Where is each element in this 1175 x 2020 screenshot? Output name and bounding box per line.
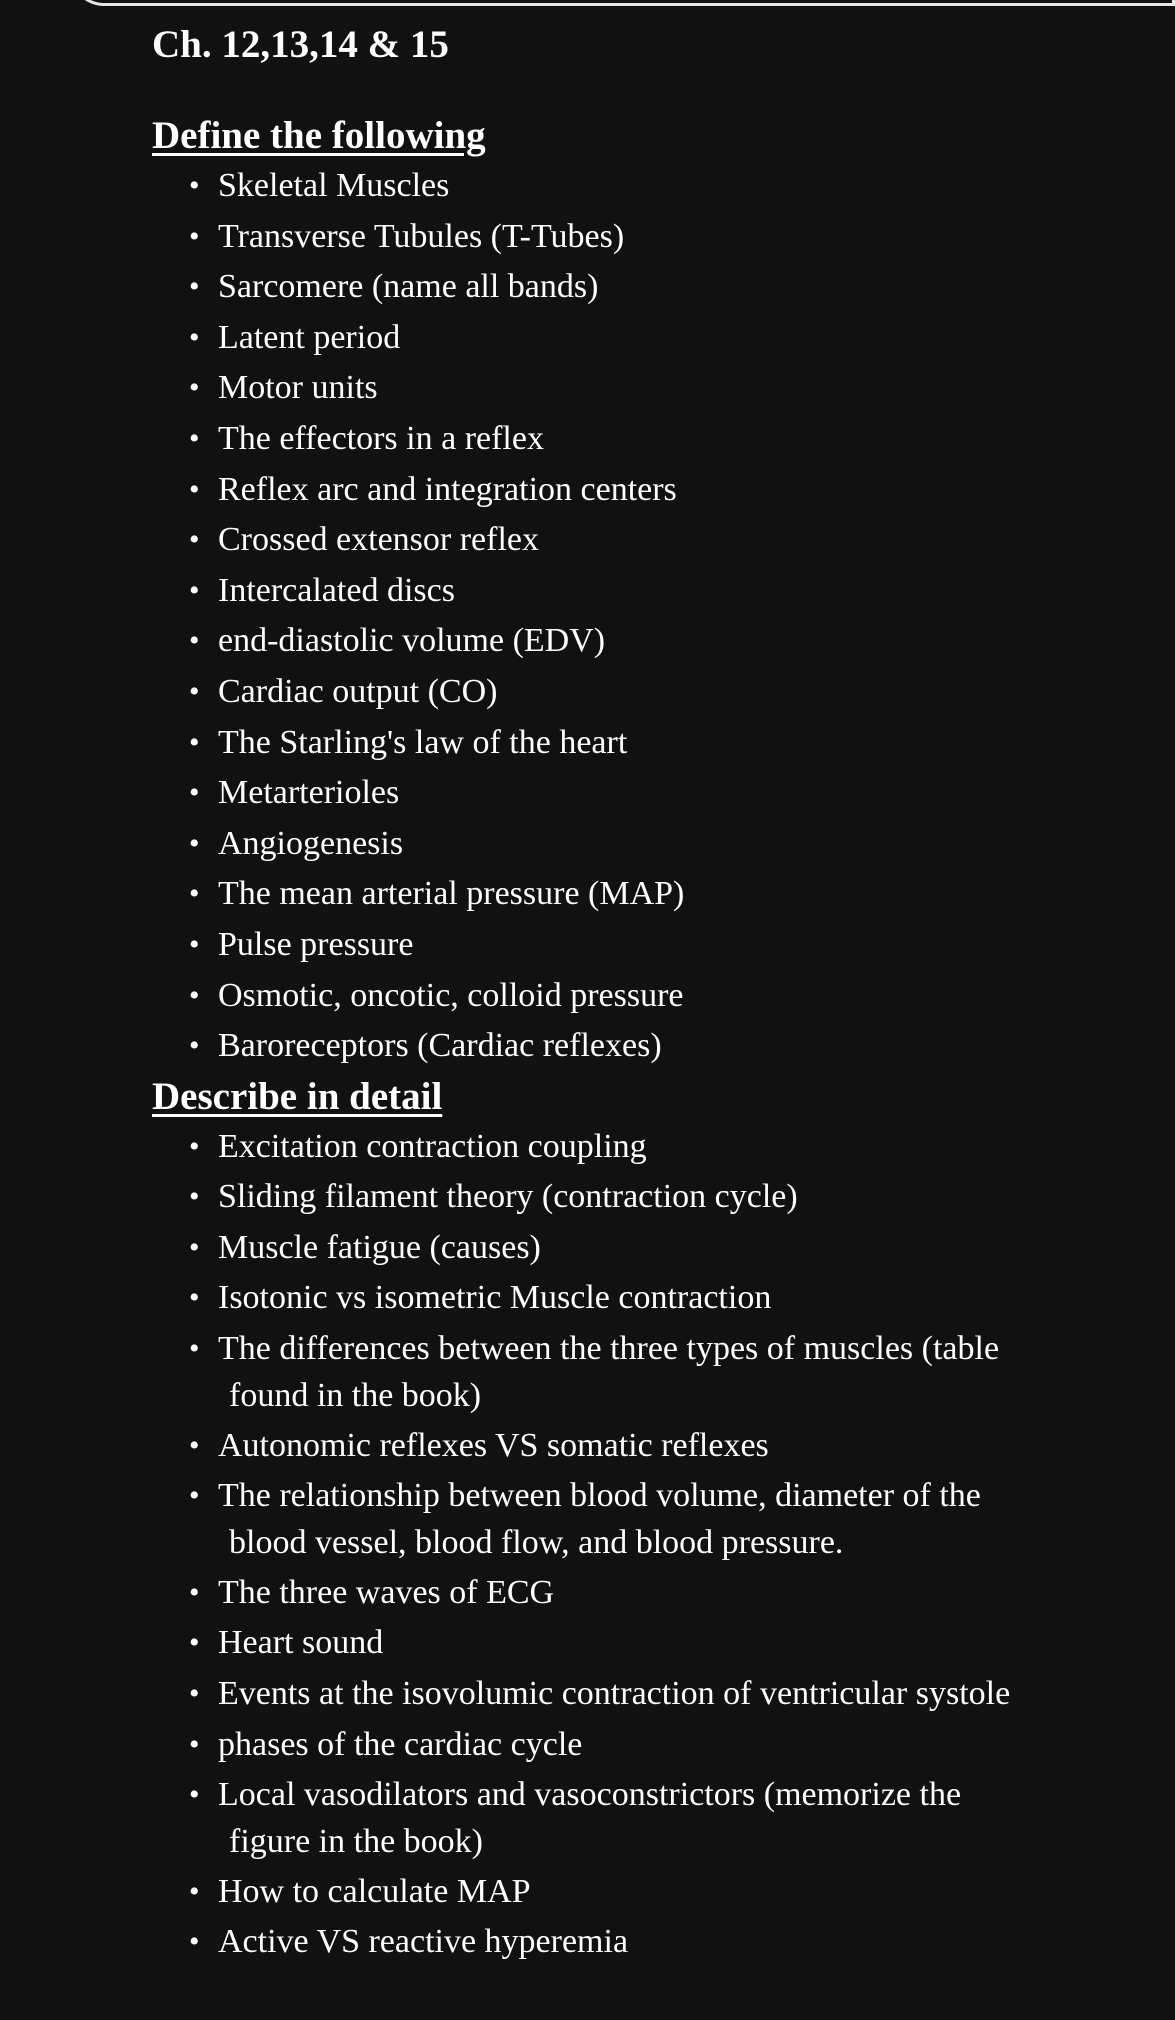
bullet-icon: • [189,371,200,405]
list-item [189,161,1112,210]
list-item-text: Sliding filament theory (contraction cycle) [218,1178,798,1216]
bullet-icon: • [189,573,200,607]
list-item [189,212,1112,261]
list-item-text: Sarcomere (name all bands) [218,268,599,306]
bullet-icon: • [189,776,200,810]
bullet-icon: • [189,1428,200,1462]
bullet-icon: • [189,320,200,354]
list-item [189,262,1112,311]
list-item-text: Transverse Tubules (T-Tubes) [218,217,625,255]
top-frame-border [70,0,1175,6]
bullet-icon: • [189,1677,200,1711]
list-item-text: The effectors in a reflex [218,419,544,457]
list-item-text: Angiogenesis [218,824,404,862]
list-item [189,768,1112,817]
list-item [189,718,1112,767]
list-item-text: Latent period [218,318,401,356]
bullet-icon: • [189,1180,200,1214]
list-item-text: Skeletal Muscles [218,167,450,204]
list-item [189,1770,1112,1865]
list-item [189,465,1112,514]
list-item [189,1172,1112,1221]
list-item [189,414,1112,463]
bullet-icon: • [189,978,200,1012]
list-item-text: The relationship between blood volume, diameter of the [218,1477,981,1515]
list-item [189,1867,1112,1916]
list-item [189,1421,1112,1470]
list-item-text: Motor units [218,369,378,407]
list-item-text: end-diastolic volume (EDV) [218,622,606,660]
list-item-text: Crossed extensor reflex [218,521,540,559]
bullet-icon: • [189,1230,200,1264]
list-item [189,616,1112,665]
list-item-text: Excitation contraction coupling [218,1127,647,1165]
list-item-continuation: blood vessel, blood flow, and blood pressure. [229,1524,844,1562]
bullet-icon: • [189,1575,200,1609]
list-item-text: Pulse pressure [218,925,414,963]
list-item-text: Active VS reactive hyperemia [218,1923,629,1961]
list-item [189,1021,1112,1070]
list-item [189,313,1112,362]
list-item [189,667,1112,716]
chapter-title: Ch. 12,13,14 & 15 [152,23,449,66]
list-item [189,1720,1112,1769]
bullet-icon: • [189,1479,200,1513]
bullet-icon: • [189,674,200,708]
describe-heading: Describe in detail [152,1074,443,1118]
list-item-text: Metarterioles [218,774,400,812]
bullet-icon: • [189,826,200,860]
list-item-text: Muscle fatigue (causes) [218,1228,541,1266]
bullet-icon: • [189,421,200,455]
list-item-text: The Starling's law of the heart [218,723,628,761]
list-item-text: The mean arterial pressure (MAP) [218,875,685,913]
list-item [189,1324,1112,1419]
list-item [189,1122,1112,1171]
bullet-icon: • [189,1129,200,1163]
list-item [189,1471,1112,1566]
bullet-icon: • [189,1332,200,1366]
list-item [189,1568,1112,1617]
list-item-continuation: found in the book) [229,1377,482,1415]
bullet-icon: • [189,270,200,304]
bullet-icon: • [189,1925,200,1959]
list-item-text: Local vasodilators and vasoconstrictors (memorize the [218,1776,962,1814]
list-item-text: The three waves of ECG [218,1573,555,1611]
bullet-icon: • [189,1626,200,1660]
bullet-icon: • [189,169,200,202]
list-item [189,515,1112,564]
describe-list [152,1122,1112,1967]
list-item-text: Isotonic vs isometric Muscle contraction [218,1279,772,1317]
list-item-text: Autonomic reflexes VS somatic reflexes [218,1426,769,1464]
list-item-continuation: figure in the book) [229,1823,483,1861]
bullet-icon: • [189,472,200,506]
list-item [189,363,1112,412]
bullet-icon: • [189,219,200,253]
bullet-icon: • [189,624,200,658]
bullet-icon: • [189,877,200,911]
list-item [189,819,1112,868]
define-heading: Define the following [152,114,486,157]
list-item-text: How to calculate MAP [218,1872,531,1910]
list-item-text: Heart sound [218,1624,384,1662]
define-list [152,161,1112,1070]
list-item [189,920,1112,969]
list-item [189,1273,1112,1322]
document-content [152,20,1112,1968]
list-item [189,1223,1112,1272]
list-item [189,869,1112,918]
list-item [189,1618,1112,1667]
bullet-icon: • [189,1874,200,1908]
bullet-icon: • [189,1778,200,1812]
bullet-icon: • [189,1281,200,1315]
list-item-text: Intercalated discs [218,571,455,609]
list-item-text: Reflex arc and integration centers [218,470,677,508]
list-item-text: Events at the isovolumic contraction of ventricular systole [218,1675,1011,1713]
list-item [189,971,1112,1020]
bullet-icon: • [189,725,200,759]
bullet-icon: • [189,927,200,961]
list-item-text: Baroreceptors (Cardiac reflexes) [218,1027,662,1065]
list-item-text: The differences between the three types of muscles (table [218,1330,1000,1368]
list-item [189,1669,1112,1718]
bullet-icon: • [189,523,200,557]
list-item-text: phases of the cardiac cycle [218,1725,583,1763]
list-item-text: Osmotic, oncotic, colloid pressure [218,976,684,1014]
list-item [189,566,1112,615]
list-item [189,1917,1112,1966]
bullet-icon: • [189,1727,200,1761]
list-item-text: Cardiac output (CO) [218,672,498,710]
bullet-icon: • [189,1029,200,1063]
